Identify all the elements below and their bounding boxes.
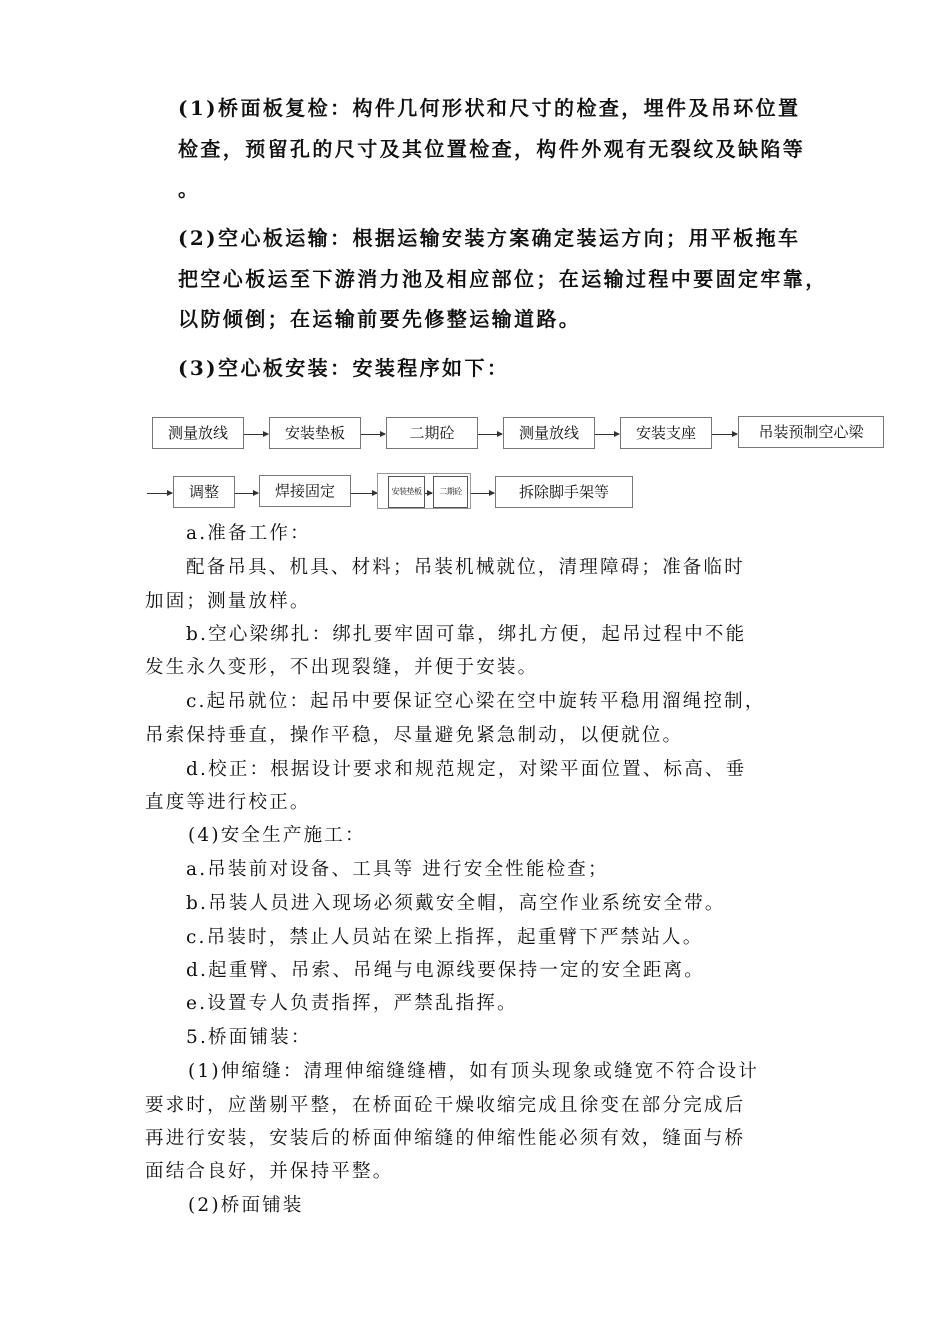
body-line: d.起重臂、吊索、吊绳与电源线要保持一定的安全距离。 — [186, 960, 705, 981]
body-line: (1)伸缩缝：清理伸缩缝缝槽，如有顶头现象或缝宽不符合设计 — [188, 1061, 760, 1082]
flow-arrow — [712, 434, 737, 435]
flow-step-9: 安装垫板 — [388, 476, 425, 508]
flow-arrow — [235, 493, 258, 494]
body-line: a.准备工作： — [186, 523, 311, 544]
section-heading: (2)桥面铺装 — [188, 1195, 304, 1216]
body-line: 配备吊具、机具、材料；吊装机械就位，清理障碍；准备临时 — [186, 557, 745, 578]
para1-line3: 。 — [178, 177, 201, 201]
body-line: 面结合良好，并保持平整。 — [145, 1161, 394, 1182]
flow-arrow — [244, 434, 268, 435]
flow-step-1: 测量放线 — [152, 417, 244, 449]
flow-step-11: 拆除脚手架等 — [495, 476, 633, 508]
flow-step-10: 二期砼 — [433, 476, 468, 508]
para2-line2: 把空心板运至下游消力池及相应部位；在运输过程中要固定牢靠， — [178, 267, 828, 291]
body-line: 要求时，应凿剔平整，在桥面砼干燥收缩完成且徐变在部分完成后 — [145, 1095, 746, 1116]
section-heading: 5.桥面铺装： — [186, 1027, 312, 1048]
flow-step-8: 焊接固定 — [259, 475, 351, 507]
body-line: c.起吊就位：起吊中要保证空心梁在空中旋转平稳用溜绳控制， — [186, 691, 766, 712]
para2-line1: (2)空心板运输：根据运输安装方案确定装运方向；用平板拖车 — [178, 226, 801, 250]
flow-step-5: 安装支座 — [620, 417, 712, 449]
body-line: 发生永久变形，不出现裂缝，并便于安装。 — [145, 657, 539, 678]
body-line: e.设置专人负责指挥，严禁乱指挥。 — [186, 993, 518, 1014]
para1-line2: 检查，预留孔的尺寸及其位置检查，构件外观有无裂纹及缺陷等 — [178, 137, 806, 161]
body-line: 再进行安装，安装后的桥面伸缩缝的伸缩性能必须有效，缝面与桥 — [145, 1128, 746, 1149]
body-line: 加固；测量放样。 — [145, 591, 311, 612]
flow-arrow — [361, 434, 385, 435]
para3-line1: (3)空心板安装：安装程序如下： — [178, 356, 510, 380]
body-line: b.吊装人员进入现场必须戴安全帽，高空作业系统安全带。 — [186, 893, 726, 914]
flow-arrow — [471, 493, 494, 494]
flow-arrow — [595, 434, 619, 435]
flow-arrow — [351, 493, 377, 494]
para1-line1: (1)桥面板复检：构件几何形状和尺寸的检查，埋件及吊环位置 — [178, 96, 801, 120]
flow-step-4: 测量放线 — [503, 417, 595, 449]
body-line: a.吊装前对设备、工具等 进行安全性能检查； — [186, 859, 609, 880]
flow-step-6: 吊装预制空心梁 — [738, 416, 884, 448]
section-heading: (4)安全生产施工： — [188, 825, 366, 846]
body-line: 吊索保持垂直，操作平稳，尽量避免紧急制动，以便就位。 — [145, 725, 684, 746]
body-line: b.空心梁绑扎：绑扎要牢固可靠，绑扎方便，起吊过程中不能 — [186, 624, 747, 645]
flow-arrow — [147, 493, 172, 494]
para2-line3: 以防倾倒；在运输前要先修整运输道路。 — [178, 307, 582, 331]
body-line: c.吊装时，禁止人员站在梁上指挥，起重臂下严禁站人。 — [186, 927, 704, 948]
body-line: 直度等进行校正。 — [145, 792, 311, 813]
body-line: d.校正：根据设计要求和规范规定，对梁平面位置、标高、垂 — [186, 759, 747, 780]
flow-arrow — [478, 434, 502, 435]
flow-step-2: 安装垫板 — [269, 417, 361, 449]
flow-step-3: 二期砼 — [386, 417, 478, 449]
flow-step-7: 调整 — [173, 476, 235, 508]
flow-arrow — [425, 493, 432, 494]
